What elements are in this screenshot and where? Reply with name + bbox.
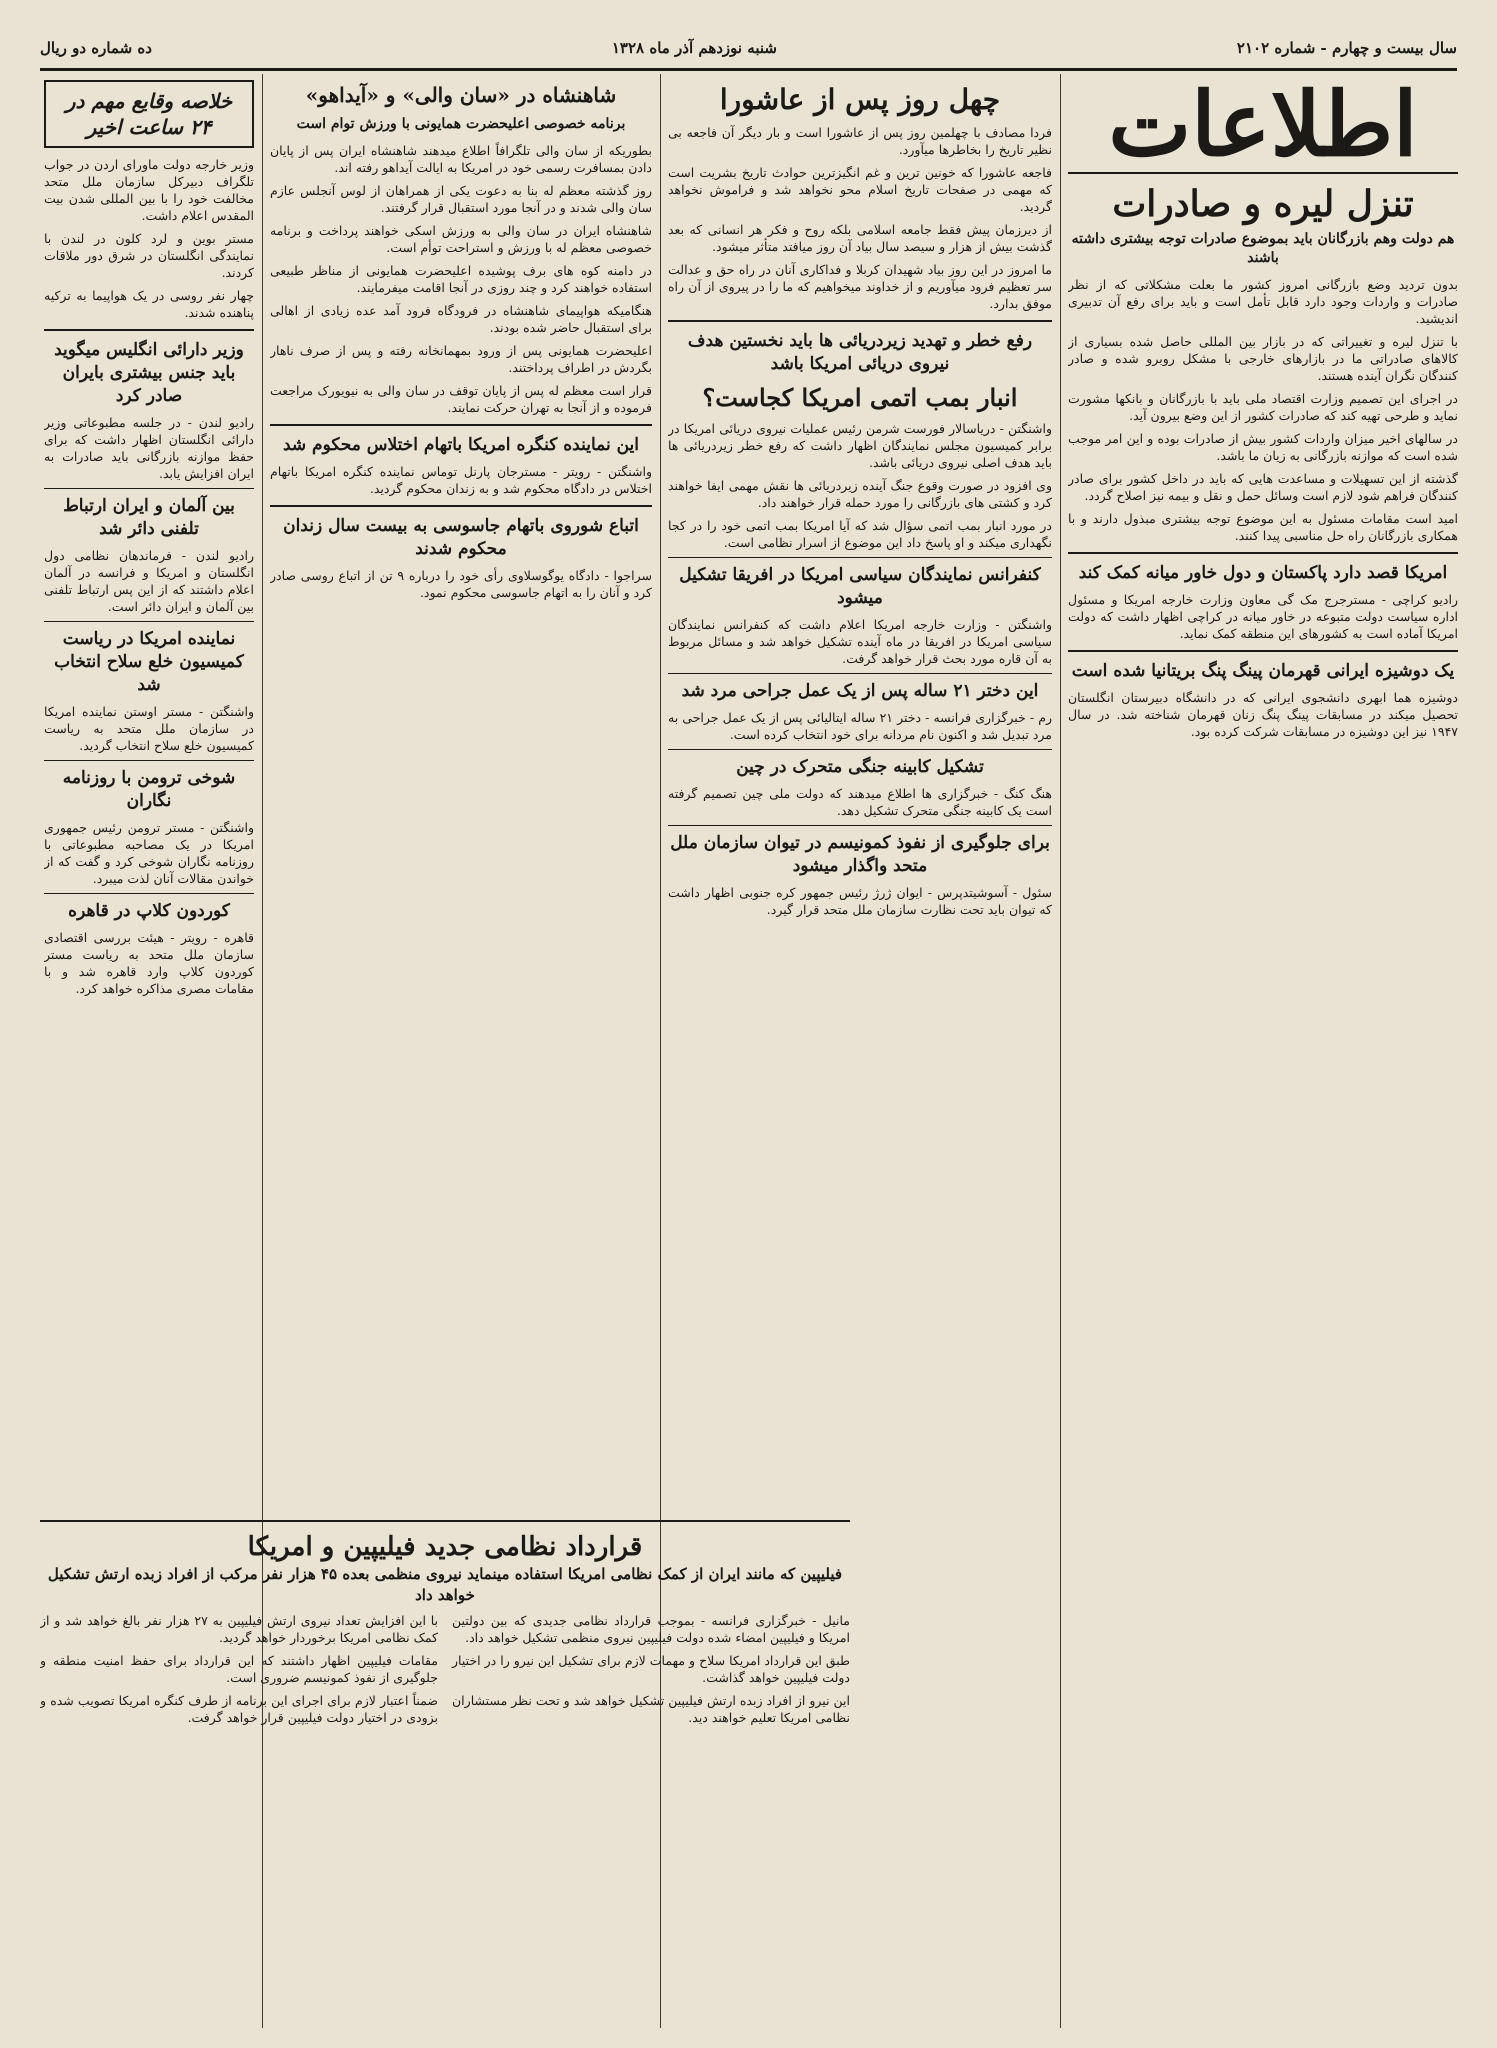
price-line: ده شماره دو ریال (40, 39, 152, 57)
column-4 (44, 76, 254, 1501)
divider (44, 760, 254, 761)
headline-truman: شوخی ترومن با روزنامه نگاران (62, 768, 236, 811)
column-3 (270, 76, 652, 1501)
headline-taiwan: برای جلوگیری از نفوذ کمونیسم در تیوان سازمان ملل متحد واگذار میشود (670, 833, 1050, 876)
paragraph: بطوریکه از سان والی تلگرافاً اطلاع میدهند شاهنشاه ایران پس از پایان دادن بمسافرت رسمی خود در امریکا به ایالت آیداهو رفته اند. (270, 143, 652, 175)
paragraph: وزیر خارجه دولت ماورای اردن در جواب تلگراف دبیرکل سازمان ملل متحد مخالفت خود را با بین المللی شدن بیت المقدس اعلام داشت. (44, 157, 254, 223)
headline-submarines: رفع خطر و تهدید زیردریائی ها باید نخستین هدف نیروی دریائی امریکا باشد (687, 331, 1033, 374)
headline-philippines: قرارداد نظامی جدید فیلیپین و امریکا (247, 1532, 643, 1562)
divider (668, 320, 1052, 322)
philippines-columns (40, 1612, 850, 1732)
paragraph: مانیل - خبرگزاری فرانسه - بموجب قرارداد نظامی جدیدی که بین دولتین امریکا و فیلیپین امضاء شده دولت فیلیپین نیروی منظمی تشکیل خواهد داد. (452, 1613, 850, 1645)
divider (44, 488, 254, 489)
headline-shah: شاهنشاه در «سان والی» و «آیداهو» (305, 83, 617, 107)
paragraph: واشنگتن - رویتر - مسترجان پارنل توماس نماینده کنگره امریکا باتهام اختلاس در دادگاه محکوم شد و به زندان محکوم گردید. (270, 464, 652, 496)
paragraph: گذشته از این تسهیلات و مساعدت هایی که باید در داخل کشور برای صادر کنندگان فراهم شود لازم است وسائل حمل و نقل و بیمه نیز اصلاح گردد. (1068, 471, 1458, 503)
paragraph: قاهره - رویتر - هیئت بررسی اقتصادی سازمان ملل متحد به ریاست مستر کوردون کلاپ وارد قاهره شد و با مقامات مصری مذاکره خواهد کرد. (44, 930, 254, 996)
headline-spies: اتباع شوروی باتهام جاسوسی به بیست سال زندان محکوم شدند (283, 516, 639, 559)
paragraph: وی افزود در صورت وقوع جنگ آینده زیردریائی ها نقش مهمی ایفا خواهند کرد و کشتی های بازرگانی را مورد حمله قرار خواهند داد. (668, 478, 1052, 510)
paragraph: هنگ کنگ - خبرگزاری ها اطلاع میدهند که دولت ملی چین تصمیم گرفته است یک کابینه جنگی متحرک تشکیل دهد. (668, 786, 1052, 818)
divider (44, 621, 254, 622)
divider (668, 825, 1052, 826)
divider (1068, 650, 1458, 652)
paragraph: چهار نفر روسی در یک هواپیما به ترکیه پناهنده شدند. (44, 288, 254, 320)
philippines-article (40, 1512, 850, 2032)
paragraph: ما امروز در این روز بیاد شهیدان کربلا و فداکاری آنان در راه حق و عدالت سر تعظیم فرود میآوریم و از خداوند میخواهیم که ما را در پیروی از آن راه موفق بدارد. (668, 262, 1052, 311)
paragraph: در سالهای اخیر میزان واردات کشور بیش از صادرات بوده و این امر موجب شده است که موازنه بازرگانی به زیان ما باشد. (1068, 431, 1458, 463)
subhead-lira: هم دولت وهم بازرگانان باید بموضوع صادرات توجه بیشتری داشته باشند (1071, 231, 1455, 266)
headline-disarmament: نماینده امریکا در ریاست کمیسیون خلع سلاح انتخاب شد (54, 629, 244, 695)
paragraph: در دامنه کوه های برف پوشیده اعلیحضرت همایونی از مناظر طبیعی استفاده خواهند کرد و چند روزی در آنجا اقامت میفرمایند. (270, 263, 652, 295)
headline-congress: این نماینده کنگره امریکا باتهام اختلاس محکوم شد (282, 435, 640, 455)
paragraph: واشنگتن - مستر اوستن نماینده امریکا در سازمان ملل متحد به ریاست کمیسیون خلع سلاح انتخاب گردید. (44, 704, 254, 753)
subhead-shah: برنامه خصوصی اعلیحضرت همایونی با ورزش توام است (296, 116, 626, 132)
divider (270, 424, 652, 426)
paragraph: با این افزایش تعداد نیروی ارتش فیلیپین به ۲۷ هزار نفر بالغ خواهد شد و از کمک نظامی امریکا برخوردار خواهد گردید. (40, 1613, 438, 1645)
paragraph: واشنگتن - دریاسالار فورست شرمن رئیس عملیات نیروی دریائی امریکا در برابر کمیسیون مجلس نمایندگان اظهار داشت که رفع خطر زیردریائی ها باید هدف اصلی نیروی دریائی باشد. (668, 421, 1052, 470)
divider (44, 329, 254, 331)
philippines-col-b (40, 1612, 438, 1732)
paragraph: فردا مصادف با چهلمین روز پس از عاشورا است و بار دیگر آن فاجعه بی نظیر تاریخ را بخاطرها میآورد. (668, 125, 1052, 157)
divider (44, 893, 254, 894)
divider (668, 749, 1052, 750)
headline-ashura: چهل روز پس از عاشورا (719, 83, 1001, 116)
paragraph: دوشیزه هما ابهری دانشجوی ایرانی که در دانشگاه دبیرستان انگلستان تحصیل میکند در مسابقات پینگ پنگ زنان قهرمان شناخته شد. در سال ۱۹۴۷ نیز این دوشیزه در مسابقات شرکت کرده بود. (1068, 690, 1458, 739)
paragraph: اعلیحضرت همایونی پس از ورود بمهمانخانه رفته و پس از صرف ناهار بگردش در اطراف پرداختند. (270, 343, 652, 375)
paragraph: رادیو کراچی - مسترجرج مک گی معاون وزارت خارجه امریکا و مسئول اداره سیاست دولت متبوعه در خاور میانه در کراچی اظهار داشت که دولت امریکا آماده است به کشورهای این منطقه کمک نماید. (1068, 592, 1458, 641)
paragraph: این نیرو از افراد زبده ارتش فیلیپین تشکیل خواهد شد و تحت نظر مستشاران نظامی امریکا تعلیم خواهند دید. (452, 1693, 850, 1725)
masthead-title: اطلاعات (1068, 76, 1458, 174)
paragraph: رادیو لندن - در جلسه مطبوعاتی وزیر دارائی انگلستان اظهار داشت که برای حفظ موازنه بازرگانی باید صادرات به ایران افزایش یابد. (44, 415, 254, 481)
paragraph: از دیرزمان پیش فقط جامعه اسلامی بلکه روح و فکر هر انسانی که بعد گذشت بیش از هزار و سیصد سال بیاد آن روز میافتد متأثر میشود. (668, 222, 1052, 254)
paragraph: رادیو لندن - فرماندهان نظامی دول انگلستان و امریکا و فرانسه در آلمان اعلام داشتند که از این پس ارتباط تلفنی بین آلمان و ایران دائر است. (44, 548, 254, 614)
paragraph: طبق این قرارداد امریکا سلاح و مهمات لازم برای تشکیل این نیرو را در اختیار دولت فیلیپین خواهد گذاشت. (452, 1653, 850, 1685)
headline-surgery: این دختر ۲۱ ساله پس از یک عمل جراحی مرد شد (681, 681, 1039, 701)
headline-pakistan: امریکا قصد دارد پاکستان و دول خاور میانه کمک کند (1078, 563, 1448, 583)
headline-china: تشکیل کابینه جنگی متحرک در چین (736, 757, 984, 777)
paragraph: قرار است معظم له پس از پایان توقف در سان والی به نیویورک مراجعت فرموده و از آنجا به تهران حرکت نمایند. (270, 383, 652, 415)
date-line: شنبه نوزدهم آذر ماه ۱۳۲۸ (611, 39, 777, 57)
paragraph: در مورد انبار بمب اتمی سؤال شد که آیا امریکا بمب اتمی خود را در کجا نگهداری میکند و او پاسخ داد این موضوع از اسرار نظامی است. (668, 518, 1052, 550)
paragraph: هنگامیکه هواپیمای شاهنشاه در فرودگاه فرود آمد عده زیادی از اهالی برای استقبال حاضر شده بودند. (270, 303, 652, 335)
divider (668, 673, 1052, 674)
divider (668, 557, 1052, 558)
headline-africa: کنفرانس نمایندگان سیاسی امریکا در افریقا تشکیل میشود (679, 565, 1041, 608)
paragraph: بدون تردید وضع بازرگانی امروز کشور ما بعلت مشکلاتی که از نظر صادرات و واردات وجود دارد قابل تأمل است و باید برای رفع آن تدبیری اندیشید. (1068, 277, 1458, 326)
paragraph: امید است مقامات مسئول به این موضوع توجه بیشتری مبذول دارند و با همکاری بازرگانان راه حل مناسبی پیدا کنند. (1068, 511, 1458, 543)
paragraph: فاجعه عاشورا که خونین ترین و غم انگیزترین حوادث تاریخ بشریت است که مهمی در صفحات تاریخ اسلام محو نخواهد شد و فراموش نخواهد گردید. (668, 165, 1052, 214)
paragraph: سراجوا - دادگاه یوگوسلاوی رأی خود را درباره ۹ تن از اتباع روسی صادر کرد و آنان را به اتهام جاسوسی محکوم نمود. (270, 568, 652, 600)
divider (1068, 552, 1458, 554)
paragraph: سئول - آسوشیتدپرس - ایوان ژرژ رئیس جمهور کره جنوبی اظهار داشت که تیوان باید تحت نظارت سازمان ملل متحد قرار گیرد. (668, 885, 1052, 917)
divider (270, 505, 652, 507)
headline-lira: تنزل لیره و صادرات (1112, 183, 1414, 225)
paragraph: روز گذشته معظم له بنا به دعوت یکی از همراهان از لوس آنجلس عازم سان والی شدند و در آنجا مورد استقبال قرار گرفتند. (270, 183, 652, 215)
top-strip (40, 28, 1457, 71)
paragraph: رم - خبرگزاری فرانسه - دختر ۲۱ ساله ایتالیائی پس از یک عمل جراحی به مرد تبدیل شد و اکنون نام مردانه برای خود انتخاب کرده است. (668, 710, 1052, 742)
philippines-col-a (452, 1612, 850, 1732)
paragraph: ضمناً اعتبار لازم برای اجرای این برنامه از طرف کنگره امریکا تصویب شده و بزودی در اختیار دولت فیلیپین قرار خواهد گرفت. (40, 1693, 438, 1725)
divider (40, 1520, 850, 1522)
paragraph: در اجرای این تصمیم وزارت اقتصاد ملی باید با بازرگانان و بانکها مشورت نماید و طرحی تهیه کند که صادرات کشور از این وضع بیرون آید. (1068, 391, 1458, 423)
paragraph: با تنزل لیره و تغییراتی که در بازار بین المللی حاصل شده بسیاری از کالاهای صادراتی ما در بازارهای خارجی با مشکل روبرو شده و صادر کنندگان نگران آینده هستند. (1068, 334, 1458, 383)
paragraph: شاهنشاه ایران در سان والی به ورزش اسکی خواهند پرداخت و برنامه خصوصی معظم له با ورزش و استراحت توأم است. (270, 223, 652, 255)
summary-box-title: خلاصه وقایع مهم در ۲۴ ساعت اخیر (44, 80, 254, 148)
headline-telephone: بین آلمان و ایران ارتباط تلفنی دائر شد (63, 496, 235, 539)
headline-cairo: کوردون کلاپ در قاهره (68, 901, 230, 921)
headline-atomic: انبار بمب اتمی امریکا کجاست؟ (702, 383, 1018, 412)
paragraph: واشنگتن - مستر ترومن رئیس جمهوری امریکا در یک مصاحبه مطبوعاتی با روزنامه نگاران شوخی کرد و گفت که از خواندن مقالات آنان لذت میبرد. (44, 820, 254, 886)
column-rule (1060, 74, 1061, 2028)
paragraph: واشنگتن - وزارت خارجه امریکا اعلام داشت که کنفرانس نمایندگان سیاسی امریکا در افریقا در ماه آینده تشکیل خواهد شد و مسائل مربوط به آن قاره مورد بحث قرار خواهد گرفت. (668, 617, 1052, 666)
headline-pingpong: یک دوشیزه ایرانی قهرمان پینگ پنگ بریتانیا شده است (1071, 661, 1455, 681)
headline-uk-finance: وزیر دارائی انگلیس میگوید باید جنس بیشتری بایران صادر کرد (54, 340, 244, 406)
issue-info: سال بیست و چهارم - شماره ۲۱۰۲ (1236, 39, 1457, 57)
paragraph: مستر بوین و لرد کلون در لندن با نمایندگی انگلستان در شرق دور ملاقات کردند. (44, 231, 254, 280)
subhead-philippines: فیلیپین که مانند ایران از کمک نظامی امریکا استفاده مینماید نیروی منظمی بعده ۴۵ هزار نفر مرکب از افراد زبده ارتش تشکیل خواهد داد (47, 1565, 843, 1604)
column-1 (1068, 76, 1458, 2031)
paragraph: مقامات فیلیپین اظهار داشتند که این قرارداد برای حفظ امنیت منطقه و جلوگیری از نفوذ کمونیسم ضروری است. (40, 1653, 438, 1685)
